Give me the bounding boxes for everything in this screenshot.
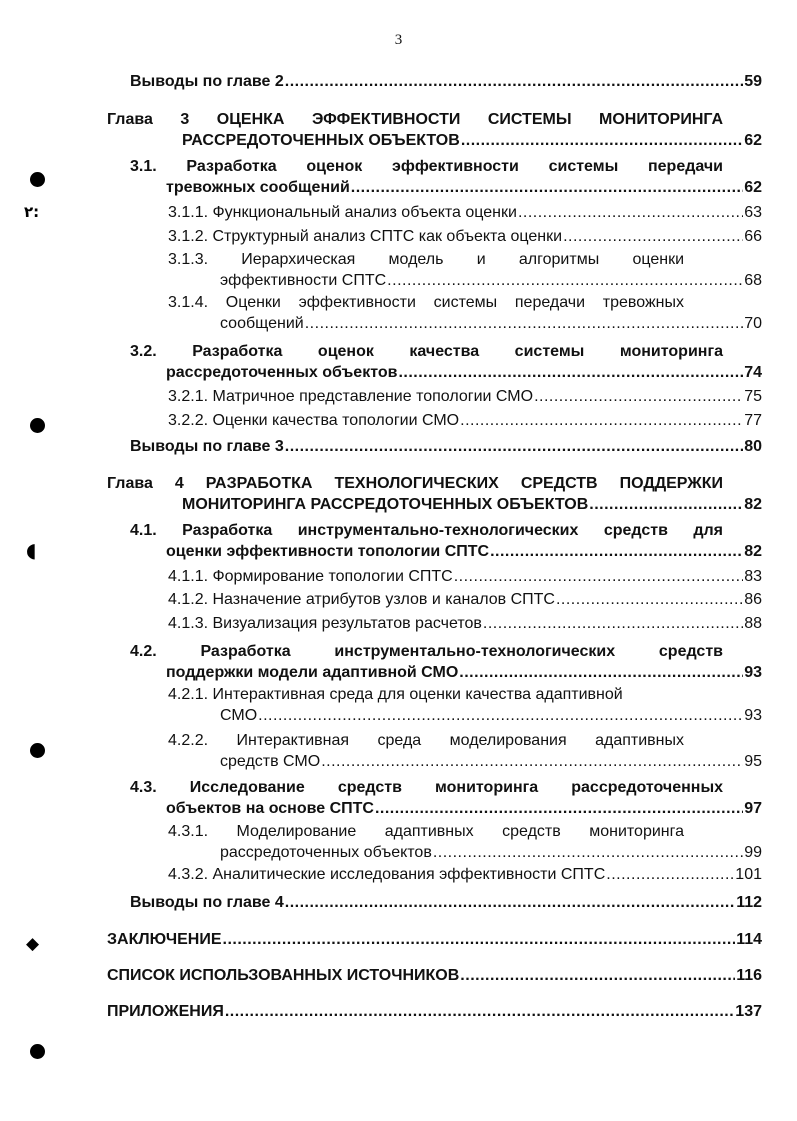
- binder-hole-mark: [30, 1044, 45, 1059]
- toc-entry-4-2-1[interactable]: 4.2.1. Интерактивная среда для оценки качества адаптивной СМО ..... 93: [168, 684, 762, 726]
- toc-entry-references[interactable]: СПИСОК ИСПОЛЬЗОВАННЫХ ИСТОЧНИКОВ ..... 116: [107, 965, 762, 986]
- toc-entry-ch4-conclusions[interactable]: Выводы по главе 4 ..... 112: [130, 892, 762, 913]
- toc-entry-4-3-2[interactable]: 4.3.2. Аналитические исследования эффективности СПТС ..... 101: [168, 864, 762, 885]
- binder-hole-mark: [30, 743, 45, 758]
- toc-entry-ch2-conclusions[interactable]: Выводы по главе 2 ..... 59: [130, 71, 762, 92]
- toc-entry-conclusion[interactable]: ЗАКЛЮЧЕНИЕ ..... 114: [107, 929, 762, 950]
- toc-entry-4-1-3[interactable]: 4.1.3. Визуализация результатов расчетов ..... 88: [168, 613, 762, 634]
- toc-entry-4-1-1[interactable]: 4.1.1. Формирование топологии СПТС ..... 83: [168, 566, 762, 587]
- toc-entry-3-1-3[interactable]: 3.1.3. Иерархическая модель и алгоритмы оценки эффективности СПТС ..... 68: [168, 249, 762, 291]
- toc-entry-4-3[interactable]: 4.3. Исследование средств мониторинга рассредоточенных объектов на основе СПТС ..... 97: [130, 777, 762, 819]
- toc-entry-3-1-1[interactable]: 3.1.1. Функциональный анализ объекта оценки ..... 63: [168, 202, 762, 223]
- toc-entry-chapter-3[interactable]: Глава 3 ОЦЕНКА ЭФФЕКТИВНОСТИ СИСТЕМЫ МОНИТОРИНГА РАССРЕДОТОЧЕННЫХ ОБЪЕКТОВ ..... 62: [107, 109, 762, 151]
- scan-artifact-mark: ٢:: [24, 203, 40, 221]
- page-number: 3: [394, 32, 403, 48]
- binder-hole-mark: [30, 418, 45, 433]
- toc-chapter-3-title-line1: Глава 3 ОЦЕНКА ЭФФЕКТИВНОСТИ СИСТЕМЫ МОНИТОРИНГА: [107, 111, 723, 128]
- toc-entry-appendices[interactable]: ПРИЛОЖЕНИЯ ..... 137: [107, 1001, 762, 1022]
- toc-entry-4-2-2[interactable]: 4.2.2. Интерактивная среда моделирования адаптивных средств СМО ..... 95: [168, 730, 762, 772]
- toc-entry-4-3-1[interactable]: 4.3.1. Моделирование адаптивных средств мониторинга рассредоточенных объектов ..... 99: [168, 821, 762, 863]
- toc-entry-3-2-1[interactable]: 3.2.1. Матричное представление топологии СМО ..... 75: [168, 386, 762, 407]
- toc-entry-3-1[interactable]: 3.1. Разработка оценок эффективности системы передачи тревожных сообщений ..... 62: [130, 156, 762, 198]
- scan-artifact-mark: ◆: [26, 934, 40, 954]
- toc-entry-3-2-2[interactable]: 3.2.2. Оценки качества топологии СМО ..... 77: [168, 410, 762, 431]
- toc-entry-4-1-2[interactable]: 4.1.2. Назначение атрибутов узлов и каналов СПТС ..... 86: [168, 589, 762, 610]
- toc-entry-chapter-4[interactable]: Глава 4 РАЗРАБОТКА ТЕХНОЛОГИЧЕСКИХ СРЕДСТВ ПОДДЕРЖКИ МОНИТОРИНГА РАССРЕДОТОЧЕННЫХ ОБЪЕКТОВ ..... 82: [107, 473, 762, 515]
- scan-artifact-mark: ◖: [26, 538, 37, 562]
- toc-entry-4-2[interactable]: 4.2. Разработка инструментально-технологических средств поддержки модели адаптивной СМО ..... 93: [130, 641, 762, 683]
- toc-entry-3-2[interactable]: 3.2. Разработка оценок качества системы мониторинга рассредоточенных объектов ..... 74: [130, 341, 762, 383]
- toc-entry-3-1-4[interactable]: 3.1.4. Оценки эффективности системы передачи тревожных сообщений ..... 70: [168, 292, 762, 334]
- toc-entry-ch3-conclusions[interactable]: Выводы по главе 3 ..... 80: [130, 436, 762, 457]
- toc-entry-3-1-2[interactable]: 3.1.2. Структурный анализ СПТС как объекта оценки ..... 66: [168, 226, 762, 247]
- toc-entry-4-1[interactable]: 4.1. Разработка инструментально-технологических средств для оценки эффективности топологии СПТС ..... 82: [130, 520, 762, 562]
- binder-hole-mark: [30, 172, 45, 187]
